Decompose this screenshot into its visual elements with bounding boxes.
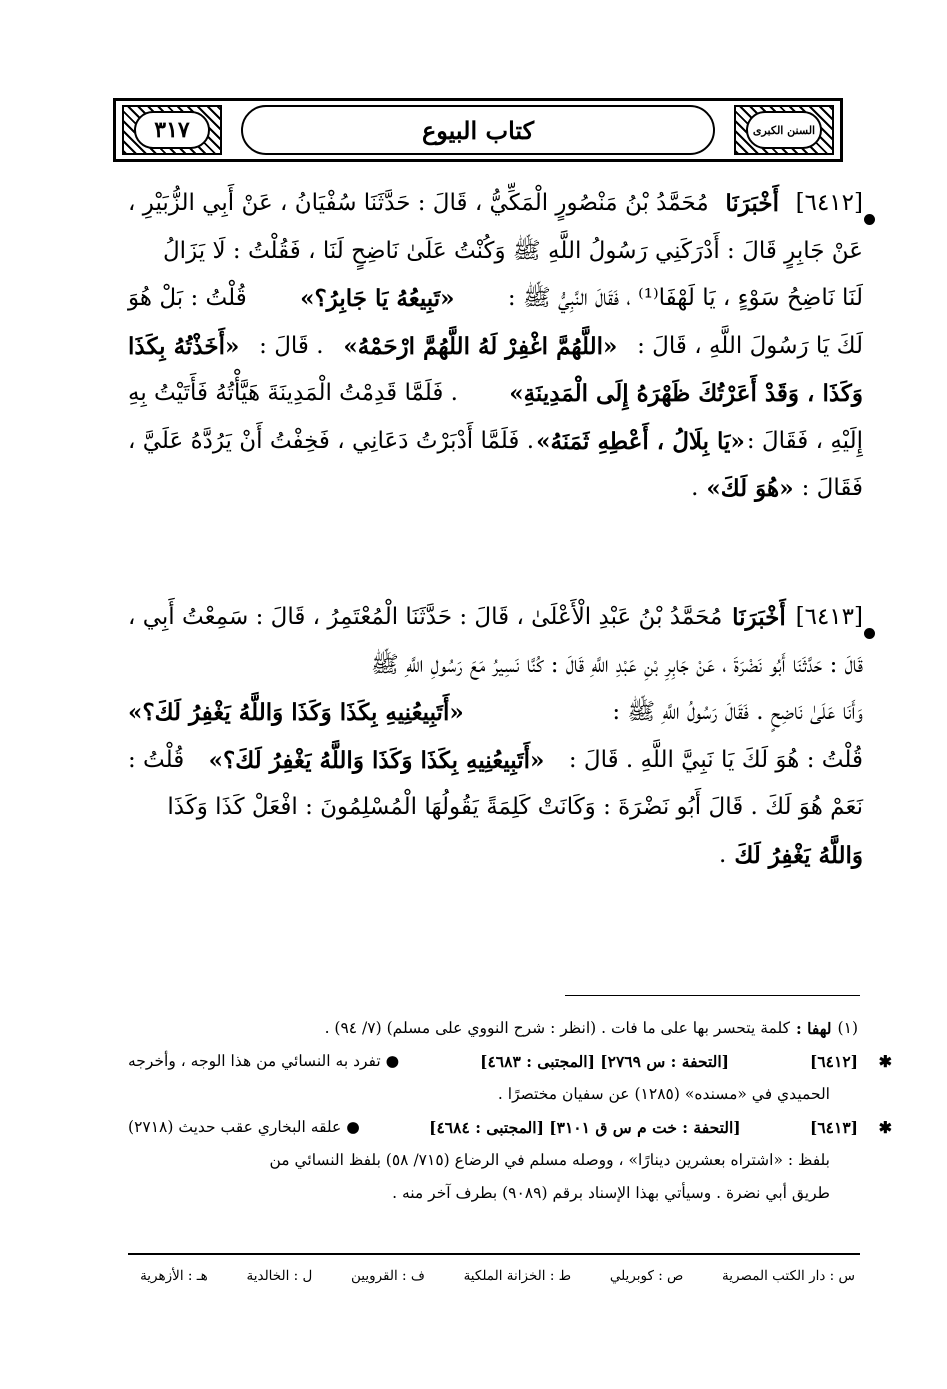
page-number-box xyxy=(122,105,222,155)
bold-text: وَاللَّهُ يَغْفِرُ لَكَ xyxy=(734,841,863,869)
hadith-bullet xyxy=(864,628,875,639)
text-segment: لَكَ يَا رَسُولَ اللَّهِ ، قَالَ : xyxy=(637,332,863,359)
text-line xyxy=(128,642,863,690)
bold-text: وَكَذَا ، وَقَدْ أَعَرْتُكَ ظَهْرَهُ إِلَى الْمَدِينَةِ» xyxy=(509,380,863,407)
bold-text: [التحفة : س ٢٧٦٩] [المجتبى : ٤٦٨٣] xyxy=(480,1052,729,1071)
text-line xyxy=(128,832,863,880)
text-segment: [٦٤١٣] xyxy=(795,604,863,630)
chapter-title: كتاب البيوع xyxy=(241,105,715,155)
text-line xyxy=(128,594,863,642)
bold-text: [٦٤١٢] xyxy=(810,1052,858,1071)
text-segment: . فَلَمَّا أَدْبَرْتُ دَعَانِي ، فَخِفْتُ أَنْ يَرُدَّهُ عَلَيَّ ، xyxy=(128,427,535,454)
text-segment: . قَالَ : xyxy=(259,332,324,359)
text-segment: الحميدي في «مسنده» (١٢٨٥) عن سفيان مختصرًا . xyxy=(497,1085,830,1103)
text-line xyxy=(128,737,863,785)
text-segment: [٦٤١٢] xyxy=(795,190,863,216)
text-segment: . فَلَمَّا قَدِمْتُ الْمَدِينَةَ هَيَّأْتُهُ فَأَتَيْتُ بِهِ xyxy=(128,380,458,406)
legend-separator xyxy=(128,1253,860,1255)
text-segment: مُحَمَّدُ بْنُ مَنْصُورٍ الْمَكِّيُّ ، قَالَ : حَدَّثَنَا سُفْيَانُ ، عَنْ أَبِي الزُّبَيْرِ ، xyxy=(128,190,709,216)
bold-text: «تَبِيعُهُ يَا جَابِرُ؟» xyxy=(300,285,455,312)
text-segment: قُلْتُ : بَلْ هُوَ xyxy=(128,285,247,311)
text-segment: لَنَا نَاضِحُ سَوْءٍ ، يَا لَهْفَا⁽¹⁾ ، فَقَالَ النَّبِيُّ ﷺ : xyxy=(507,285,863,311)
text-segment: مُحَمَّدُ بْنُ عَبْدِ الْأَعْلَىٰ ، قَالَ : حَدَّثَنَا الْمُعْتَمِرُ ، قَالَ : سَمِعْتُ أَبِي ، xyxy=(128,604,723,630)
footnote-separator xyxy=(565,995,860,996)
logo-emblem: السنن الكبرى xyxy=(746,111,822,149)
text-line xyxy=(128,689,863,737)
text-segment: إِلَيْهِ ، فَقَالَ : xyxy=(746,427,863,454)
bold-text: «أَتَبِيعُنِيهِ بِكَذَا وَكَذَا وَاللَّهُ يَغْفِرُ لَكَ؟» xyxy=(208,746,545,774)
hadith-6412 xyxy=(128,180,863,513)
footnote-line xyxy=(128,1111,892,1144)
text-line xyxy=(128,180,863,228)
footnote-line xyxy=(128,1078,858,1111)
bold-text: لهفا : xyxy=(795,1019,832,1038)
text-segment: قُلْتُ : xyxy=(128,746,185,773)
text-segment: قَالَ : حَدَّثَنَا أَبُو نَضْرَةَ ، عَنْ جَابِرِ بْنِ عَبْدِ اللَّهِ قَالَ : كُنَّا نَسِيرُ مَعَ رَسُولِ اللَّهِ ﷺ xyxy=(371,651,863,678)
text-line xyxy=(128,370,863,418)
text-line xyxy=(128,323,863,371)
text-segment: (١) xyxy=(837,1019,858,1037)
legend-item: ص : كوبريلي xyxy=(609,1268,684,1284)
footnote-line xyxy=(128,1177,858,1210)
footnotes xyxy=(128,1012,892,1210)
text-line xyxy=(128,465,863,513)
star-icon: ✱ xyxy=(878,1052,892,1071)
text-line xyxy=(128,275,863,323)
text-segment: طريق أبي نضرة . وسيأتي بهذا الإسناد برقم (٩٠٨٩) بطرف آخر منه . xyxy=(392,1184,830,1202)
page-number: ٣١٧ xyxy=(134,111,210,149)
text-segment: نَعَمْ هُوَ لَكَ . قَالَ أَبُو نَضْرَةَ : وَكَانَتْ كَلِمَةً يَقُولُهَا الْمُسْلِمُونَ : افْعَلْ كَذَا وَكَذَا xyxy=(167,794,863,820)
bold-text: [٦٤١٣] xyxy=(810,1118,858,1137)
book-logo xyxy=(734,105,834,155)
text-segment: قُلْتُ : هُوَ لَكَ يَا نَبِيَّ اللَّهِ . قَالَ : xyxy=(568,746,863,773)
text-line xyxy=(128,418,863,466)
hadith-6413 xyxy=(128,594,863,879)
bold-text: «أَخَذْتُهُ بِكَذَا xyxy=(128,332,240,360)
text-segment: وَأَنَا عَلَىٰ نَاضِحٍ . فَقَالَ رَسُولُ اللَّهِ ﷺ : xyxy=(612,699,863,725)
legend-item: ط : الخزانة الملكية xyxy=(463,1268,572,1284)
footnote-line xyxy=(128,1144,858,1177)
footnote-line xyxy=(128,1012,858,1045)
star-icon: ✱ xyxy=(878,1118,892,1137)
legend-item: س : دار الكتب المصرية xyxy=(722,1268,855,1284)
page-header-frame xyxy=(113,98,843,162)
text-segment: . xyxy=(719,841,727,868)
text-segment: عَنْ جَابِرٍ قَالَ : أَدْرَكَنِي رَسُولُ اللَّهِ ﷺ وَكُنْتُ عَلَىٰ نَاضِحٍ لَنَا ، فَقُلْتُ : لَا يَزَالُ xyxy=(162,237,863,264)
text-line xyxy=(128,784,863,832)
bold-text: [التحفة : خت م س ق ٣١٠١] [المجتبى : ٤٦٨٤] xyxy=(429,1118,741,1137)
text-segment: . xyxy=(691,475,699,501)
bold-text: أَخْبَرَنَا xyxy=(732,604,786,631)
bold-text: «هُوَ لَكَ» xyxy=(706,475,794,502)
bold-text: أَخْبَرَنَا xyxy=(725,190,779,217)
text-segment: ● علقه البخاري عقب حديث (٢٧١٨) xyxy=(128,1118,360,1136)
text-line xyxy=(128,228,863,276)
legend-item: هـ : الأزهرية xyxy=(140,1268,208,1284)
text-segment: فَقَالَ : xyxy=(801,475,863,501)
text-segment: كلمة يتحسر بها على ما فات . (انظر : شرح النووي على مسلم) (٧/ ٩٤) . xyxy=(324,1019,790,1037)
footnote-line xyxy=(128,1045,892,1078)
bold-text: «يَا بِلَالُ ، أَعْطِهِ ثَمَنَهُ» xyxy=(536,427,745,455)
manuscript-legend xyxy=(140,1268,855,1284)
legend-item: ل : الخالدية xyxy=(246,1268,313,1284)
hadith-bullet xyxy=(864,214,875,225)
legend-item: ف : القرويين xyxy=(350,1268,425,1284)
bold-text: «اللَّهُمَّ اغْفِرْ لَهُ اللَّهُمَّ ارْحَمْهُ» xyxy=(343,332,618,360)
text-segment: بلفظ : «اشتراه بعشرين دينارًا» ، ووصله مسلم في الرضاع (٧١٥/ ٥٨) بلفظ النسائي من xyxy=(269,1151,830,1169)
bold-text: «أَتَبِيعُنِيهِ بِكَذَا وَكَذَا وَاللَّهُ يَغْفِرُ لَكَ؟» xyxy=(128,699,464,726)
text-segment: ● تفرد به النسائي من هذا الوجه ، وأخرجه xyxy=(128,1052,400,1070)
